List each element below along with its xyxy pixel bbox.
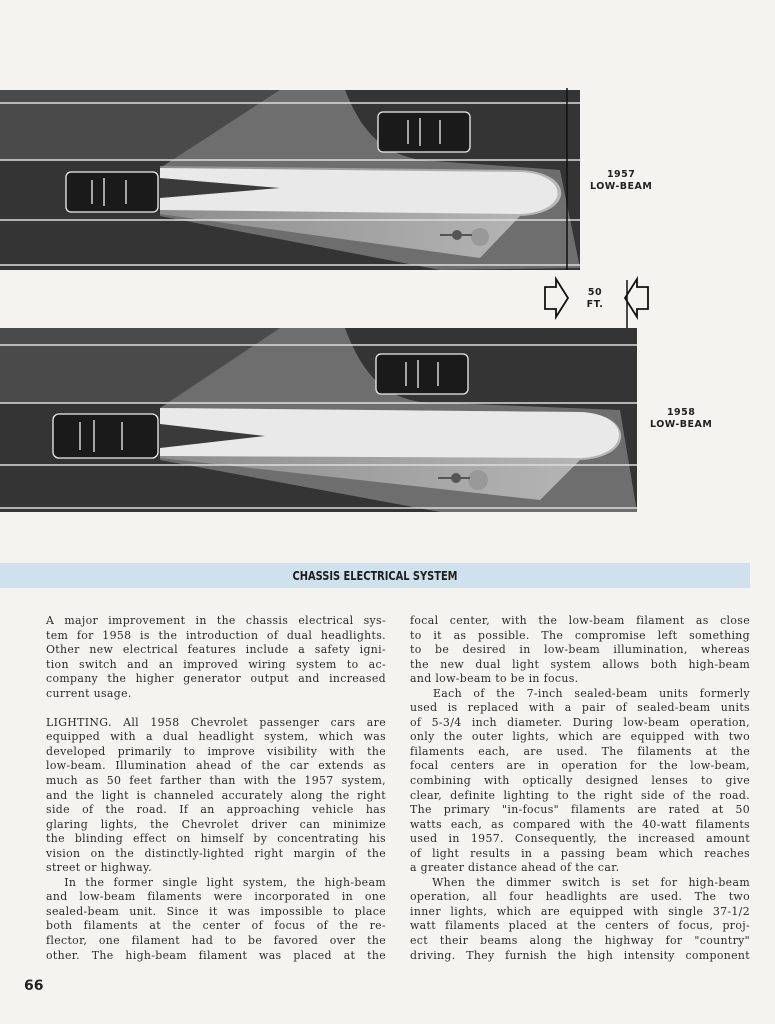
text-line: low-beam. Illumination ahead of the car extends as [46, 759, 386, 773]
diagram-1957-label [590, 169, 652, 193]
text-line: and low-beam filaments were incorporated in one [46, 890, 386, 904]
text-line: ect their beams along the highway for "country" [410, 934, 750, 948]
paragraph [410, 687, 750, 876]
text-line: combining with optically designed lenses to give [410, 774, 750, 788]
text-line: filaments each, are used. The filaments at the [410, 744, 750, 758]
page-number: 66 [24, 978, 44, 994]
text-line: used is replaced with a pair of sealed-beam units [410, 701, 750, 715]
text-line: developed primarily to improve visibility with the [46, 744, 386, 758]
distance-unit: FT. [586, 299, 604, 310]
text-line: used in 1957. Consequently, the increased amount [410, 832, 750, 846]
paragraph [46, 876, 386, 963]
text-line: The primary "in-focus" filaments are rated at 50 [410, 803, 750, 817]
diagram-1957-low-beam [0, 88, 600, 274]
diagram-1958-label [650, 407, 712, 431]
text-line: flector, one filament had to be favored over the [46, 934, 386, 948]
diagram-1958-low-beam [0, 328, 640, 514]
text-line: Each of the 7-inch sealed-beam units formerly [410, 686, 750, 700]
beam-label: LOW-BEAM [650, 419, 713, 430]
text-line: focal centers are in operation for the low-beam, [410, 759, 750, 773]
text-line: and low-beam to be in focus. [410, 672, 579, 686]
paragraph [410, 614, 750, 687]
text-line: clear, definite lighting to the right side of the road. [410, 788, 750, 802]
chevrolet-car [66, 172, 158, 212]
text-line: sealed-beam unit. Since it was impossible to place [46, 904, 386, 918]
text-line: When the dimmer switch is set for high-beam [410, 875, 750, 889]
paragraph [410, 876, 750, 963]
text-line: street or highway. [46, 861, 152, 875]
distance-label [580, 287, 610, 311]
year-label: 1958 [666, 407, 696, 418]
text-line: A major improvement in the chassis electrical sys- [46, 614, 386, 627]
text-line: to it as possible. The compromise left something [410, 628, 750, 642]
paragraph [46, 716, 386, 876]
text-line: tem for 1958 is the introduction of dual headlights. [46, 628, 386, 642]
text-line: inner lights, which are equipped with single 37-1/2 [410, 904, 750, 918]
text-line: the new dual light system allows both high-beam [410, 657, 750, 671]
year-label: 1957 [606, 169, 636, 180]
beam-label: LOW-BEAM [590, 181, 653, 192]
arrow-right-icon [545, 279, 568, 317]
text-line: operation, all four headlights are used. The two [410, 890, 750, 904]
text-line: In the former single light system, the high-beam [46, 875, 386, 889]
text-line: both filaments at the center of focus of the re- [46, 919, 386, 933]
text-line: much as 50 feet farther than with the 1957 system, [46, 774, 386, 788]
text-line: focal center, with the low-beam filament as close [410, 614, 750, 627]
text-line: watts each, as compared with the 40-watt filaments [410, 817, 750, 831]
oncoming-car [376, 354, 468, 394]
text-line: of 5-3/4 inch diameter. During low-beam operation, [410, 715, 750, 729]
text-line: company the higher generator output and increased [46, 672, 386, 686]
text-column-left [46, 614, 386, 963]
text-line: the blinding effect on himself by concentrating his [46, 832, 386, 846]
chevrolet-car [53, 414, 158, 458]
paragraph [46, 614, 386, 701]
text-line: side of the road. If an approaching vehicle has [46, 803, 386, 817]
text-line: a greater distance ahead of the car. [410, 861, 620, 875]
text-line: other. The high-beam filament was placed at the [46, 948, 386, 962]
text-line: equipped with a dual headlight system, which was [46, 730, 386, 744]
section-title: CHASSIS ELECTRICAL SYSTEM [292, 569, 458, 583]
text-line: watt filaments placed at the centers of focus, proj- [410, 919, 750, 933]
text-line: driving. They furnish the high intensity component [410, 948, 750, 962]
text-line: of light results in a passing beam which reaches [410, 846, 750, 860]
arrow-left-icon [625, 279, 648, 317]
oncoming-car [378, 112, 470, 152]
text-line: glaring lights, the Chevrolet driver can minimize [46, 817, 386, 831]
text-line: current usage. [46, 686, 132, 700]
text-line: only the outer lights, which are equipped with two [410, 730, 750, 744]
text-line: vision on the distinctly-lighted right margin of the [46, 846, 386, 860]
distance-value: 50 [587, 287, 603, 298]
section-header [0, 563, 750, 588]
text-line: tion switch and an improved wiring system to ac- [46, 657, 386, 671]
text-line: and the light is channeled accurately along the right [46, 788, 386, 802]
paragraph-gap [46, 701, 386, 716]
text-column-right [410, 614, 750, 963]
text-line: LIGHTING. All 1958 Chevrolet passenger cars are [46, 715, 386, 729]
text-line: to be desired in low-beam illumination, whereas [410, 643, 750, 657]
distance-arrows [0, 275, 660, 330]
text-line: Other new electrical features include a safety igni- [46, 643, 386, 657]
